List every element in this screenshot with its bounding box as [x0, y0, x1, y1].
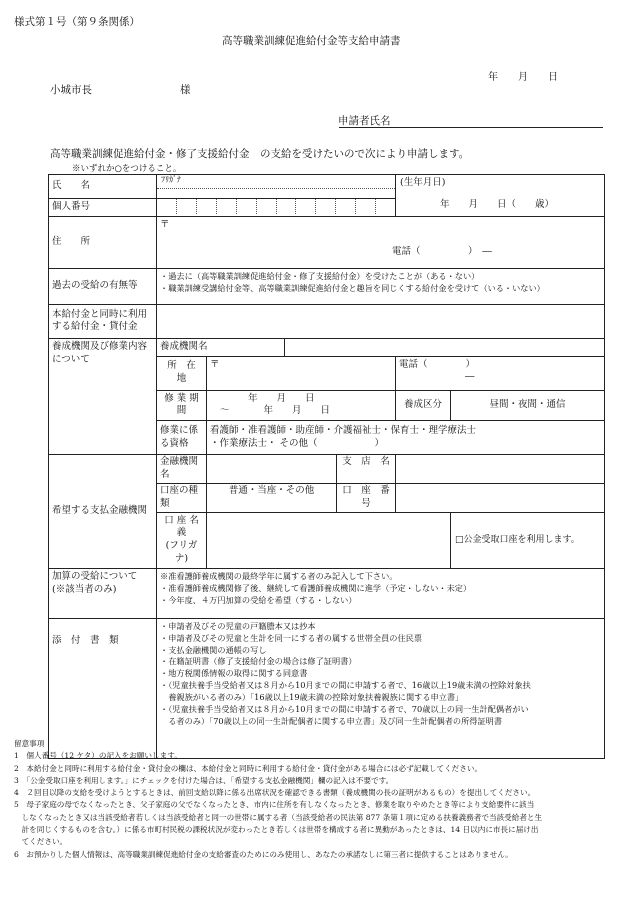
form-title: 高等職業訓練促進給付金等支給申請書: [222, 35, 401, 47]
form-number: 様式第１号（第９条関係）: [14, 16, 140, 28]
concurrent-label: 本給付金と同時に利用する給付金・貸付金: [49, 304, 157, 338]
attachment-item: ・（児童扶養手当受給者又は８月から10月までの間に申請する者で、16歳以上19歳未満の控除対象扶: [160, 680, 531, 691]
note-item: しなくなったとき又は当該受給者若しくは当該受給者と同一の世帯に属する者（当該受給者の民法第 877 条第１項に定める扶養義務者で当該受給者と生: [14, 812, 543, 822]
public-account-checkbox[interactable]: □公金受取口座を利用します。: [451, 512, 605, 568]
attachment-item: ・申請者及びその児童の戸籍謄本又は抄本: [160, 620, 316, 631]
extra-line-2: ・今年度、４万円加算の受給を希望（する・しない）: [160, 594, 357, 605]
date-line: 年 月 日: [488, 72, 558, 83]
attachments-label: 添 付 書 類: [49, 618, 157, 758]
holder-field[interactable]: [207, 512, 451, 568]
note-item: 4 ２回目以降の支給を受けようとするときは、前回支給以降に係る出席状況を確認できる書類（養成機関の長の証明があるもの）を提出してください。: [14, 788, 536, 798]
branch-field[interactable]: [396, 455, 605, 484]
account-no-field[interactable]: [396, 483, 605, 512]
training-period-tilde: ～: [220, 405, 230, 417]
bank-name-field[interactable]: [207, 455, 337, 484]
attachment-item: ・支払金融機関の通帳の写し: [160, 644, 267, 655]
address-field[interactable]: [157, 216, 605, 268]
extra-note: ※准看護師養成機関の最終学年に属する者のみ記入して下さい。: [160, 570, 398, 581]
extra-line-1: ・准看護師養成機関修了後、継続して看護師養成機関に進学（予定・しない・未定）: [160, 582, 472, 593]
name-field[interactable]: [157, 175, 396, 199]
extra-label: 加算の受給について (※該当者のみ): [49, 568, 157, 618]
note-item: 1 個人番号（12 ケタ）の記入をお願いします。: [14, 751, 182, 761]
training-phone-label: 電話（ ）: [399, 358, 476, 370]
training-org-name-label: 養成機関名: [157, 338, 285, 356]
attachment-item: る者のみ）「70歳以上の同一生計配偶者に関する申立書」及び同一生計配偶者の所得証明書: [160, 715, 503, 726]
attachment-item: ・地方税関係情報の取得に関する同意書: [160, 668, 308, 679]
address-label: 住 所: [49, 216, 157, 268]
note-item: 計を同じくするものを含む。）に係る市町村民税の課税状況が変わったとき若しくは世帯を構成する者に異動があったときは、14 日以内に市長に届け出: [14, 825, 539, 835]
training-location-label: 所 在 地: [157, 356, 207, 390]
attachment-item: ・在籍証明書（修了支援給付金の場合は修了証明書）: [160, 656, 357, 667]
mynumber-field[interactable]: [157, 199, 396, 217]
training-label: 養成機関及び修業内容について: [49, 338, 157, 454]
dob-cell[interactable]: [396, 175, 605, 217]
postal-mark: 〒: [160, 218, 170, 230]
note-item: 3 「公金受取口座を利用します。」にチェックを付けた場合は、「希望する支払金融機関」欄の記入は不要です。: [14, 775, 394, 785]
applicant-name-label: 申請者氏名: [338, 115, 391, 127]
dob-label: (生年月日): [400, 177, 446, 188]
training-period-field[interactable]: [207, 390, 396, 421]
note-item: てください。: [14, 837, 68, 847]
intro-text: 高等職業訓練促進給付金・修了支援給付金 の支給を受けたいので次により申請します。: [50, 148, 470, 160]
training-qual-label: 修業に係る資格: [157, 421, 207, 455]
history-line-1: ・過去に（高等職業訓練促進給付金・修了支援給付金）を受けたことが（ある・ない）: [160, 270, 480, 281]
account-type-label: 口座の種類: [157, 483, 207, 512]
bank-label: 希望する支払金融機関: [49, 455, 157, 569]
concurrent-field[interactable]: [157, 304, 605, 338]
training-postal-mark: 〒: [210, 358, 220, 370]
training-qual-options[interactable]: [207, 421, 605, 455]
mynumber-label: 個人番号: [49, 199, 157, 217]
addressee: 小城市長: [50, 84, 92, 96]
application-form-table: [48, 174, 605, 759]
training-qual-line-2: ・作業療法士・ その他（ ）: [210, 437, 385, 449]
notes-section: [14, 738, 618, 861]
note-item: 5 母子家庭の母でなくなったとき、父子家庭の父でなくなったとき、市内に住所を有しなくなったとき、修業を取りやめたとき等により支給要件に該当: [14, 800, 535, 810]
phone-line: 電話（ ） ―: [392, 245, 492, 257]
note-item: 6 お預かりした個人情報は、高等職業訓練促進給付金の支給審査のためにのみ使用し、あなたの承諾なしに第三者に提供することはありません。: [14, 849, 513, 859]
history-line-2: ・職業訓練受講給付金等、高等職業訓練促進給付金と趣旨を同じくする給付金を受けて（いる・いない）: [160, 282, 545, 293]
bank-name-label: 金融機関名: [157, 455, 207, 484]
intro-note: ※いずれか○をつけること。: [72, 164, 182, 174]
name-label: 氏 名: [49, 175, 157, 199]
training-period-label: 修 業 期 間: [157, 390, 207, 421]
account-no-label: 口 座 番 号: [337, 483, 396, 512]
attachment-item: ・（児童扶養手当受給者又は８月から10月までの間に申請する者で、70歳以上の同一生計配偶者がい: [160, 703, 529, 714]
training-period-to: 年 月 日: [263, 405, 331, 417]
training-type-label: 養成区分: [396, 390, 451, 421]
honorific: 様: [180, 84, 191, 96]
attachment-item: ・申請者及びその児童と生計を同一にする者の属する世帯全員の住民票: [160, 632, 423, 643]
training-phone-field[interactable]: [396, 356, 605, 390]
branch-label: 支 店 名: [337, 455, 396, 484]
notes-heading: 留意事項: [14, 739, 45, 748]
dob-line: 年 月 日（ 歳）: [440, 198, 555, 210]
training-org-name-field[interactable]: [285, 338, 605, 356]
extra-options[interactable]: [157, 568, 605, 618]
holder-label: 口 座 名 義 (フリガナ): [157, 512, 207, 568]
attachment-item: 養親族がいる者のみ）「16歳以上19歳未満の控除対象扶養親族に関する申立書」: [160, 692, 464, 703]
history-options[interactable]: [157, 268, 605, 304]
training-phone-dash: ―: [465, 371, 475, 383]
note-item: 2 本給付金と同時に利用する給付金・貸付金の欄は、本給付金と同時に利用する給付金・貸付金がある場合には必ず記載してください。: [14, 763, 483, 773]
training-qual-line-1: 看護師・准看護師・助産師・介護福祉士・保育士・理学療法士: [210, 424, 477, 436]
training-location-field[interactable]: [207, 356, 396, 390]
history-label: 過去の受給の有無等: [49, 268, 157, 304]
holder-kana-label: (フリガナ): [165, 540, 198, 564]
applicant-name-line[interactable]: [339, 127, 603, 128]
account-type-options[interactable]: 普通・当座・その他: [207, 483, 337, 512]
training-period-from: 年 月 日: [248, 392, 315, 404]
furigana-label: ﾌﾘｶﾞﾅ: [157, 175, 395, 189]
training-type-options[interactable]: 昼間・夜間・通信: [451, 390, 605, 421]
